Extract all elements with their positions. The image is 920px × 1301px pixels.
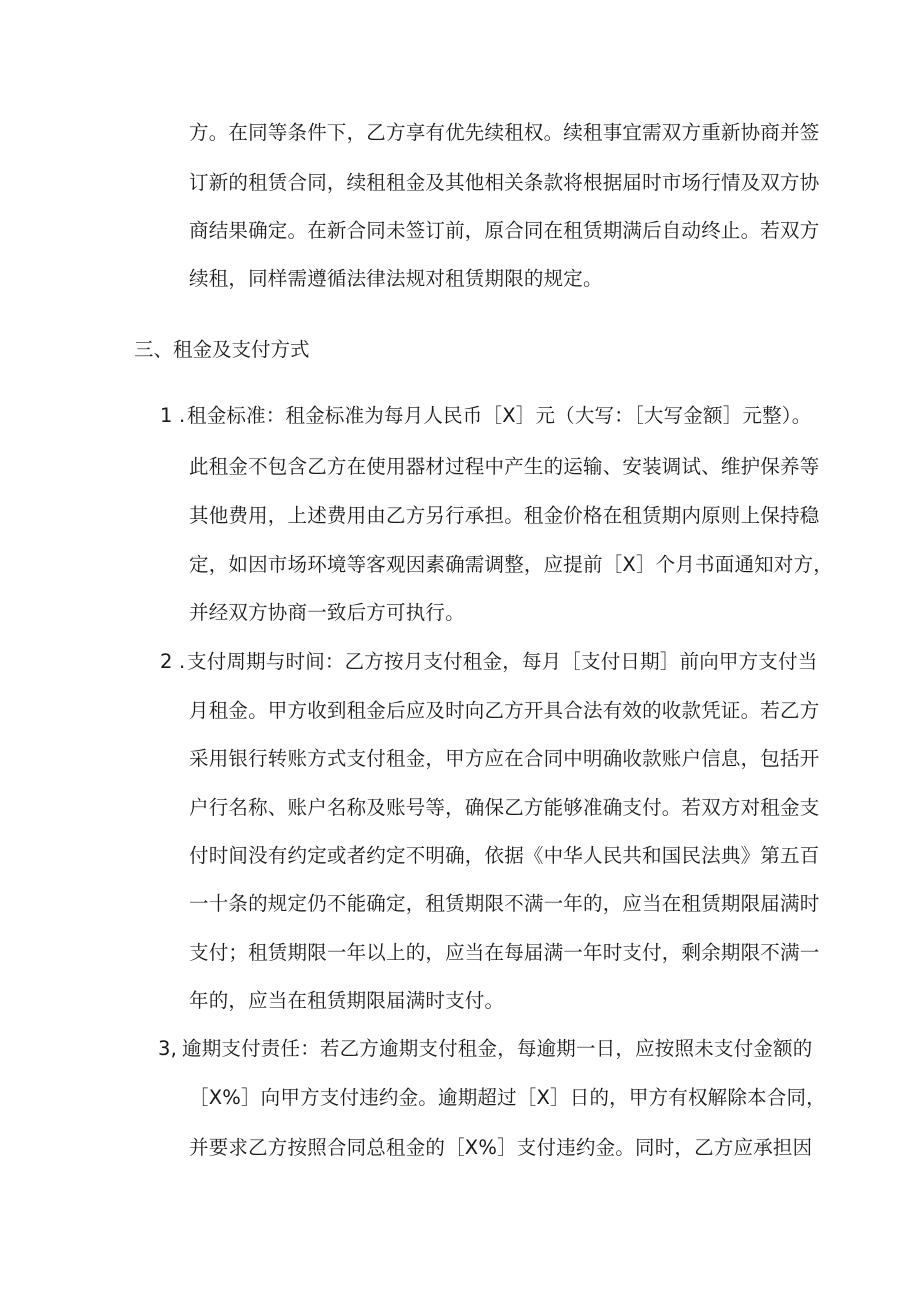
list-item-line: 月租金。甲方收到租金后应及时向乙方开具合法有效的收款凭证。若乙方 xyxy=(189,699,820,722)
list-item-line: 采用银行转账方式支付租金，甲方应在合同中明确收款账户信息，包括开 xyxy=(189,747,820,770)
paragraph-line: 续租，同样需遵循法律法规对租赁期限的规定。 xyxy=(189,267,603,290)
list-item-line: 付时间没有约定或者约定不明确，依据《中华人民共和国民法典》第五百 xyxy=(189,844,820,867)
list-item-line: 其他费用，上述费用由乙方另行承担。租金价格在租赁期内原则上保持稳 xyxy=(189,504,820,527)
list-item-line: 并经双方协商一致后方可执行。 xyxy=(189,601,465,624)
list-item-number: 1 . xyxy=(160,404,186,427)
list-item-line: 户行名称、账户名称及账号等，确保乙方能够准确支付。若双方对租金支 xyxy=(189,796,820,819)
list-item-line: 一十条的规定仍不能确定，租赁期限不满一年的，应当在租赁期限届满时 xyxy=(189,892,820,915)
list-item-number: 2 . xyxy=(160,650,186,673)
list-item-line: 租金标准：租金标准为每月人民币［X］元（大写：［大写金额］元整）。 xyxy=(187,404,812,427)
list-item-number: 3, xyxy=(158,1037,178,1060)
paragraph-line: 方。在同等条件下，乙方享有优先续租权。续租事宜需双方重新协商并签 xyxy=(189,121,820,144)
list-item-line: 逾期支付责任：若乙方逾期支付租金，每逾期一日，应按照未支付金额的 xyxy=(182,1037,813,1060)
list-item-line: 此租金不包含乙方在使用器材过程中产生的运输、安装调试、维护保养等 xyxy=(189,455,820,478)
list-item-line: 并要求乙方按照合同总租金的［X%］支付违约金。同时，乙方应承担因 xyxy=(189,1136,813,1159)
list-item-line: ［X%］向甲方支付违约金。逾期超过［X］日的，甲方有权解除本合同， xyxy=(189,1086,826,1109)
section-heading: 三、租金及支付方式 xyxy=(134,338,310,361)
paragraph-line: 商结果确定。在新合同未签订前，原合同在租赁期满后自动终止。若双方 xyxy=(189,219,820,242)
paragraph-line: 订新的租赁合同，续租租金及其他相关条款将根据届时市场行情及双方协 xyxy=(189,171,820,194)
list-item-line: 定，如因市场环境等客观因素确需调整，应提前［X］个月书面通知对方， xyxy=(189,553,833,576)
list-item-line: 年的，应当在租赁期限届满时支付。 xyxy=(189,989,505,1012)
list-item-line: 支付周期与时间：乙方按月支付租金，每月［支付日期］前向甲方支付当 xyxy=(187,650,818,673)
list-item-line: 支付；租赁期限一年以上的，应当在每届满一年时支付，剩余期限不满一 xyxy=(189,941,820,964)
